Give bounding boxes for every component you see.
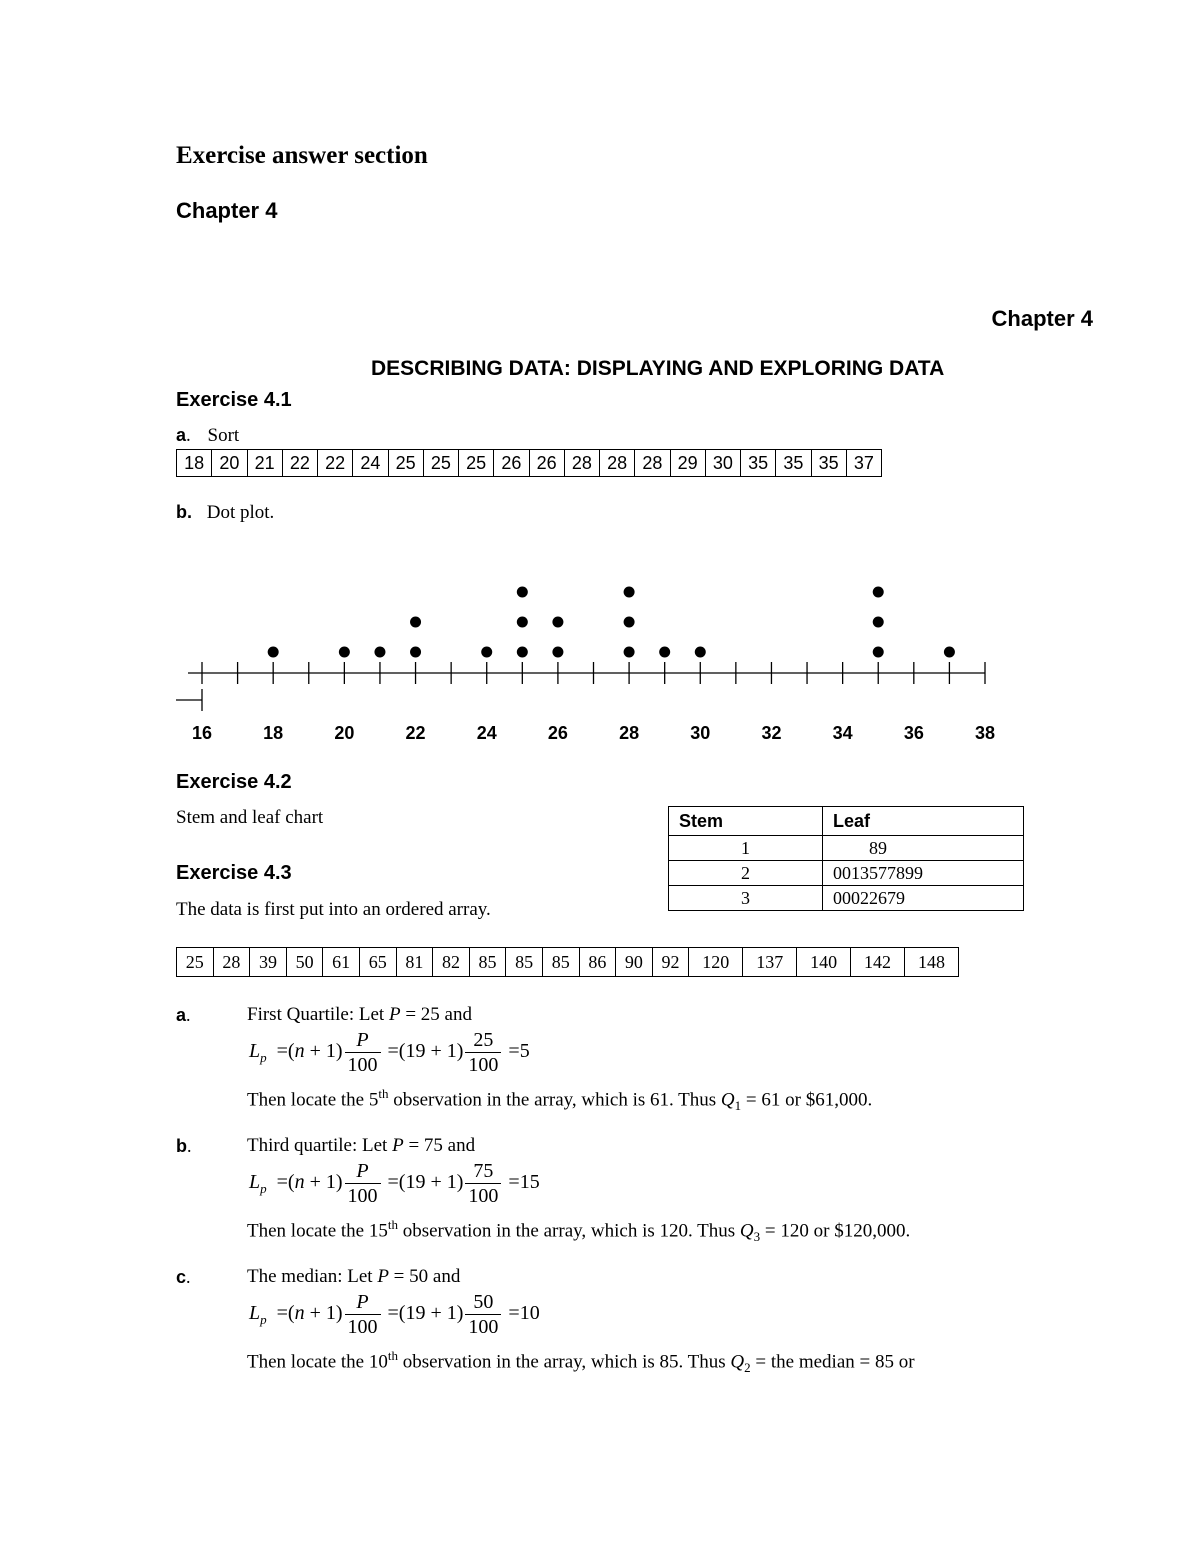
exercise-4-3-text: The data is first put into an ordered array. bbox=[176, 899, 491, 920]
array-cell: 85 bbox=[469, 948, 506, 977]
stem-cell: 1 bbox=[669, 836, 823, 861]
part-a-label: a bbox=[176, 425, 187, 445]
array-cell: 20 bbox=[212, 450, 247, 477]
leaf-cell: 0013577899 bbox=[823, 861, 1024, 886]
stem-header: Stem bbox=[669, 807, 823, 836]
part-b-conclusion: Then locate the 15th observation in the array, which is 120. Thus $Q_3 = 120$ or $120,000. bbox=[247, 1217, 911, 1245]
dot-point bbox=[517, 587, 528, 598]
tick-label: 28 bbox=[619, 723, 640, 743]
formula-c: $L_p =(n + 1)$ $\frac{P}{100}$ =(19 + 1) $\frac{50}{100}$ =10 bbox=[249, 1291, 540, 1338]
dot-point bbox=[517, 647, 528, 658]
dot-point bbox=[517, 617, 528, 628]
dot-point bbox=[552, 617, 563, 628]
stem-leaf-table bbox=[668, 806, 1024, 911]
dot-point bbox=[410, 617, 421, 628]
part-a-conclusion: Then locate the 5th observation in the array, which is 61. Thus $Q_1 = 61$ or $61,000. bbox=[247, 1086, 873, 1114]
array-cell: 18 bbox=[177, 450, 212, 477]
stem-cell: 2 bbox=[669, 861, 823, 886]
table-row bbox=[669, 886, 1024, 911]
leaf-cell: 89 bbox=[823, 836, 1024, 861]
dot-point bbox=[339, 647, 350, 658]
part-c-conclusion: Then locate the 10th observation in the array, which is 85. Thus $Q_2$ = the median = 85 or bbox=[247, 1348, 915, 1376]
tick-label: 26 bbox=[547, 723, 568, 743]
array-cell: 28 bbox=[564, 450, 599, 477]
array-cell: 140 bbox=[797, 948, 851, 977]
array-cell: 148 bbox=[905, 948, 959, 977]
document-title: Exercise answer section bbox=[176, 142, 428, 169]
leaf-header: Leaf bbox=[823, 807, 1024, 836]
part-b-label: b. bbox=[176, 502, 192, 522]
array-cell: 61 bbox=[323, 948, 360, 977]
tick-label: 22 bbox=[405, 723, 426, 743]
array-cell: 39 bbox=[250, 948, 287, 977]
array-cell: 25 bbox=[177, 948, 214, 977]
array-cell: 85 bbox=[506, 948, 543, 977]
dot-point bbox=[624, 617, 635, 628]
exercise-4-3-heading: Exercise 4.3 bbox=[176, 862, 292, 884]
array-cell: 29 bbox=[670, 450, 705, 477]
array-cell: 28 bbox=[635, 450, 670, 477]
dot-point bbox=[624, 647, 635, 658]
tick-label: 34 bbox=[832, 723, 853, 743]
exercise-4-2-heading: Exercise 4.2 bbox=[176, 771, 292, 793]
part-b-text: Dot plot. bbox=[206, 502, 275, 523]
array-cell: 35 bbox=[741, 450, 776, 477]
dot-point bbox=[374, 647, 385, 658]
array-cell: 22 bbox=[282, 450, 317, 477]
array-cell: 22 bbox=[318, 450, 353, 477]
dot-point bbox=[268, 647, 279, 658]
array-cell: 86 bbox=[579, 948, 616, 977]
tick-label: 30 bbox=[690, 723, 711, 743]
stem-leaf-header-row bbox=[669, 807, 1024, 836]
formula-a: $L_p =(n + 1)$ $\frac{P}{100}$ =(19 + 1) $\frac{25}{100}$ =5 bbox=[249, 1029, 530, 1076]
part-a-label: a. bbox=[176, 1005, 191, 1025]
array-cell: 81 bbox=[396, 948, 433, 977]
array-cell: 82 bbox=[433, 948, 470, 977]
exercise-4-1-heading: Exercise 4.1 bbox=[176, 389, 292, 411]
chapter-label: Chapter 4 bbox=[176, 198, 278, 223]
array-cell: 92 bbox=[652, 948, 689, 977]
array-cell: 50 bbox=[286, 948, 323, 977]
dot-point bbox=[624, 587, 635, 598]
array-cell: 28 bbox=[213, 948, 250, 977]
tick-label: 32 bbox=[761, 723, 782, 743]
array-cell: 35 bbox=[776, 450, 811, 477]
part-b-intro: Third quartile: Let P = 75 and bbox=[247, 1135, 476, 1156]
array-cell: 24 bbox=[353, 450, 388, 477]
dot-point bbox=[944, 647, 955, 658]
array-cell: 35 bbox=[811, 450, 846, 477]
ordered-array-table bbox=[176, 947, 959, 977]
part-c-label: c. bbox=[176, 1267, 191, 1287]
array-cell: 142 bbox=[851, 948, 905, 977]
section-heading: DESCRIBING DATA: DISPLAYING AND EXPLORING DATA bbox=[371, 357, 945, 380]
array-cell: 120 bbox=[689, 948, 743, 977]
array-cell: 26 bbox=[494, 450, 529, 477]
array-cell: 26 bbox=[529, 450, 564, 477]
dot-point bbox=[873, 617, 884, 628]
part-b-label-43: b. bbox=[176, 1136, 192, 1156]
array-cell: 65 bbox=[359, 948, 396, 977]
part-a-line: a. Sort bbox=[176, 425, 240, 446]
part-a-text: Sort bbox=[207, 425, 240, 446]
array-cell: 21 bbox=[247, 450, 282, 477]
tick-label: 24 bbox=[476, 723, 497, 743]
array-cell: 137 bbox=[743, 948, 797, 977]
dot-point bbox=[873, 587, 884, 598]
dot-point bbox=[659, 647, 670, 658]
array-cell: 85 bbox=[542, 948, 579, 977]
tick-label: 38 bbox=[975, 723, 996, 743]
tick-label: 36 bbox=[903, 723, 924, 743]
tick-label: 16 bbox=[192, 723, 213, 743]
array-cell: 90 bbox=[616, 948, 653, 977]
leaf-cell: 00022679 bbox=[823, 886, 1024, 911]
part-a-intro: First Quartile: Let P = 25 and bbox=[247, 1004, 472, 1025]
array-cell: 30 bbox=[705, 450, 740, 477]
part-c-intro: The median: Let P = 50 and bbox=[247, 1266, 461, 1287]
exercise-4-2-text: Stem and leaf chart bbox=[176, 807, 324, 828]
dot-point bbox=[481, 647, 492, 658]
table-row bbox=[669, 836, 1024, 861]
tick-label: 18 bbox=[263, 723, 284, 743]
array-cell: 25 bbox=[388, 450, 423, 477]
table-row bbox=[669, 861, 1024, 886]
dot-plot bbox=[0, 570, 1200, 770]
chapter-label-right: Chapter 4 bbox=[991, 306, 1093, 331]
array-cell: 28 bbox=[600, 450, 635, 477]
stem-cell: 3 bbox=[669, 886, 823, 911]
tick-label: 20 bbox=[334, 723, 355, 743]
dot-point bbox=[873, 647, 884, 658]
dot-point bbox=[695, 647, 706, 658]
dot-point bbox=[552, 647, 563, 658]
part-b-line bbox=[176, 502, 274, 524]
array-cell: 25 bbox=[459, 450, 494, 477]
array-cell: 37 bbox=[846, 450, 881, 477]
dot-point bbox=[410, 647, 421, 658]
sorted-array-table bbox=[176, 449, 882, 477]
formula-b: $L_p =(n + 1)$ $\frac{P}{100}$ =(19 + 1) $\frac{75}{100}$ =15 bbox=[249, 1160, 540, 1207]
array-cell: 25 bbox=[423, 450, 458, 477]
